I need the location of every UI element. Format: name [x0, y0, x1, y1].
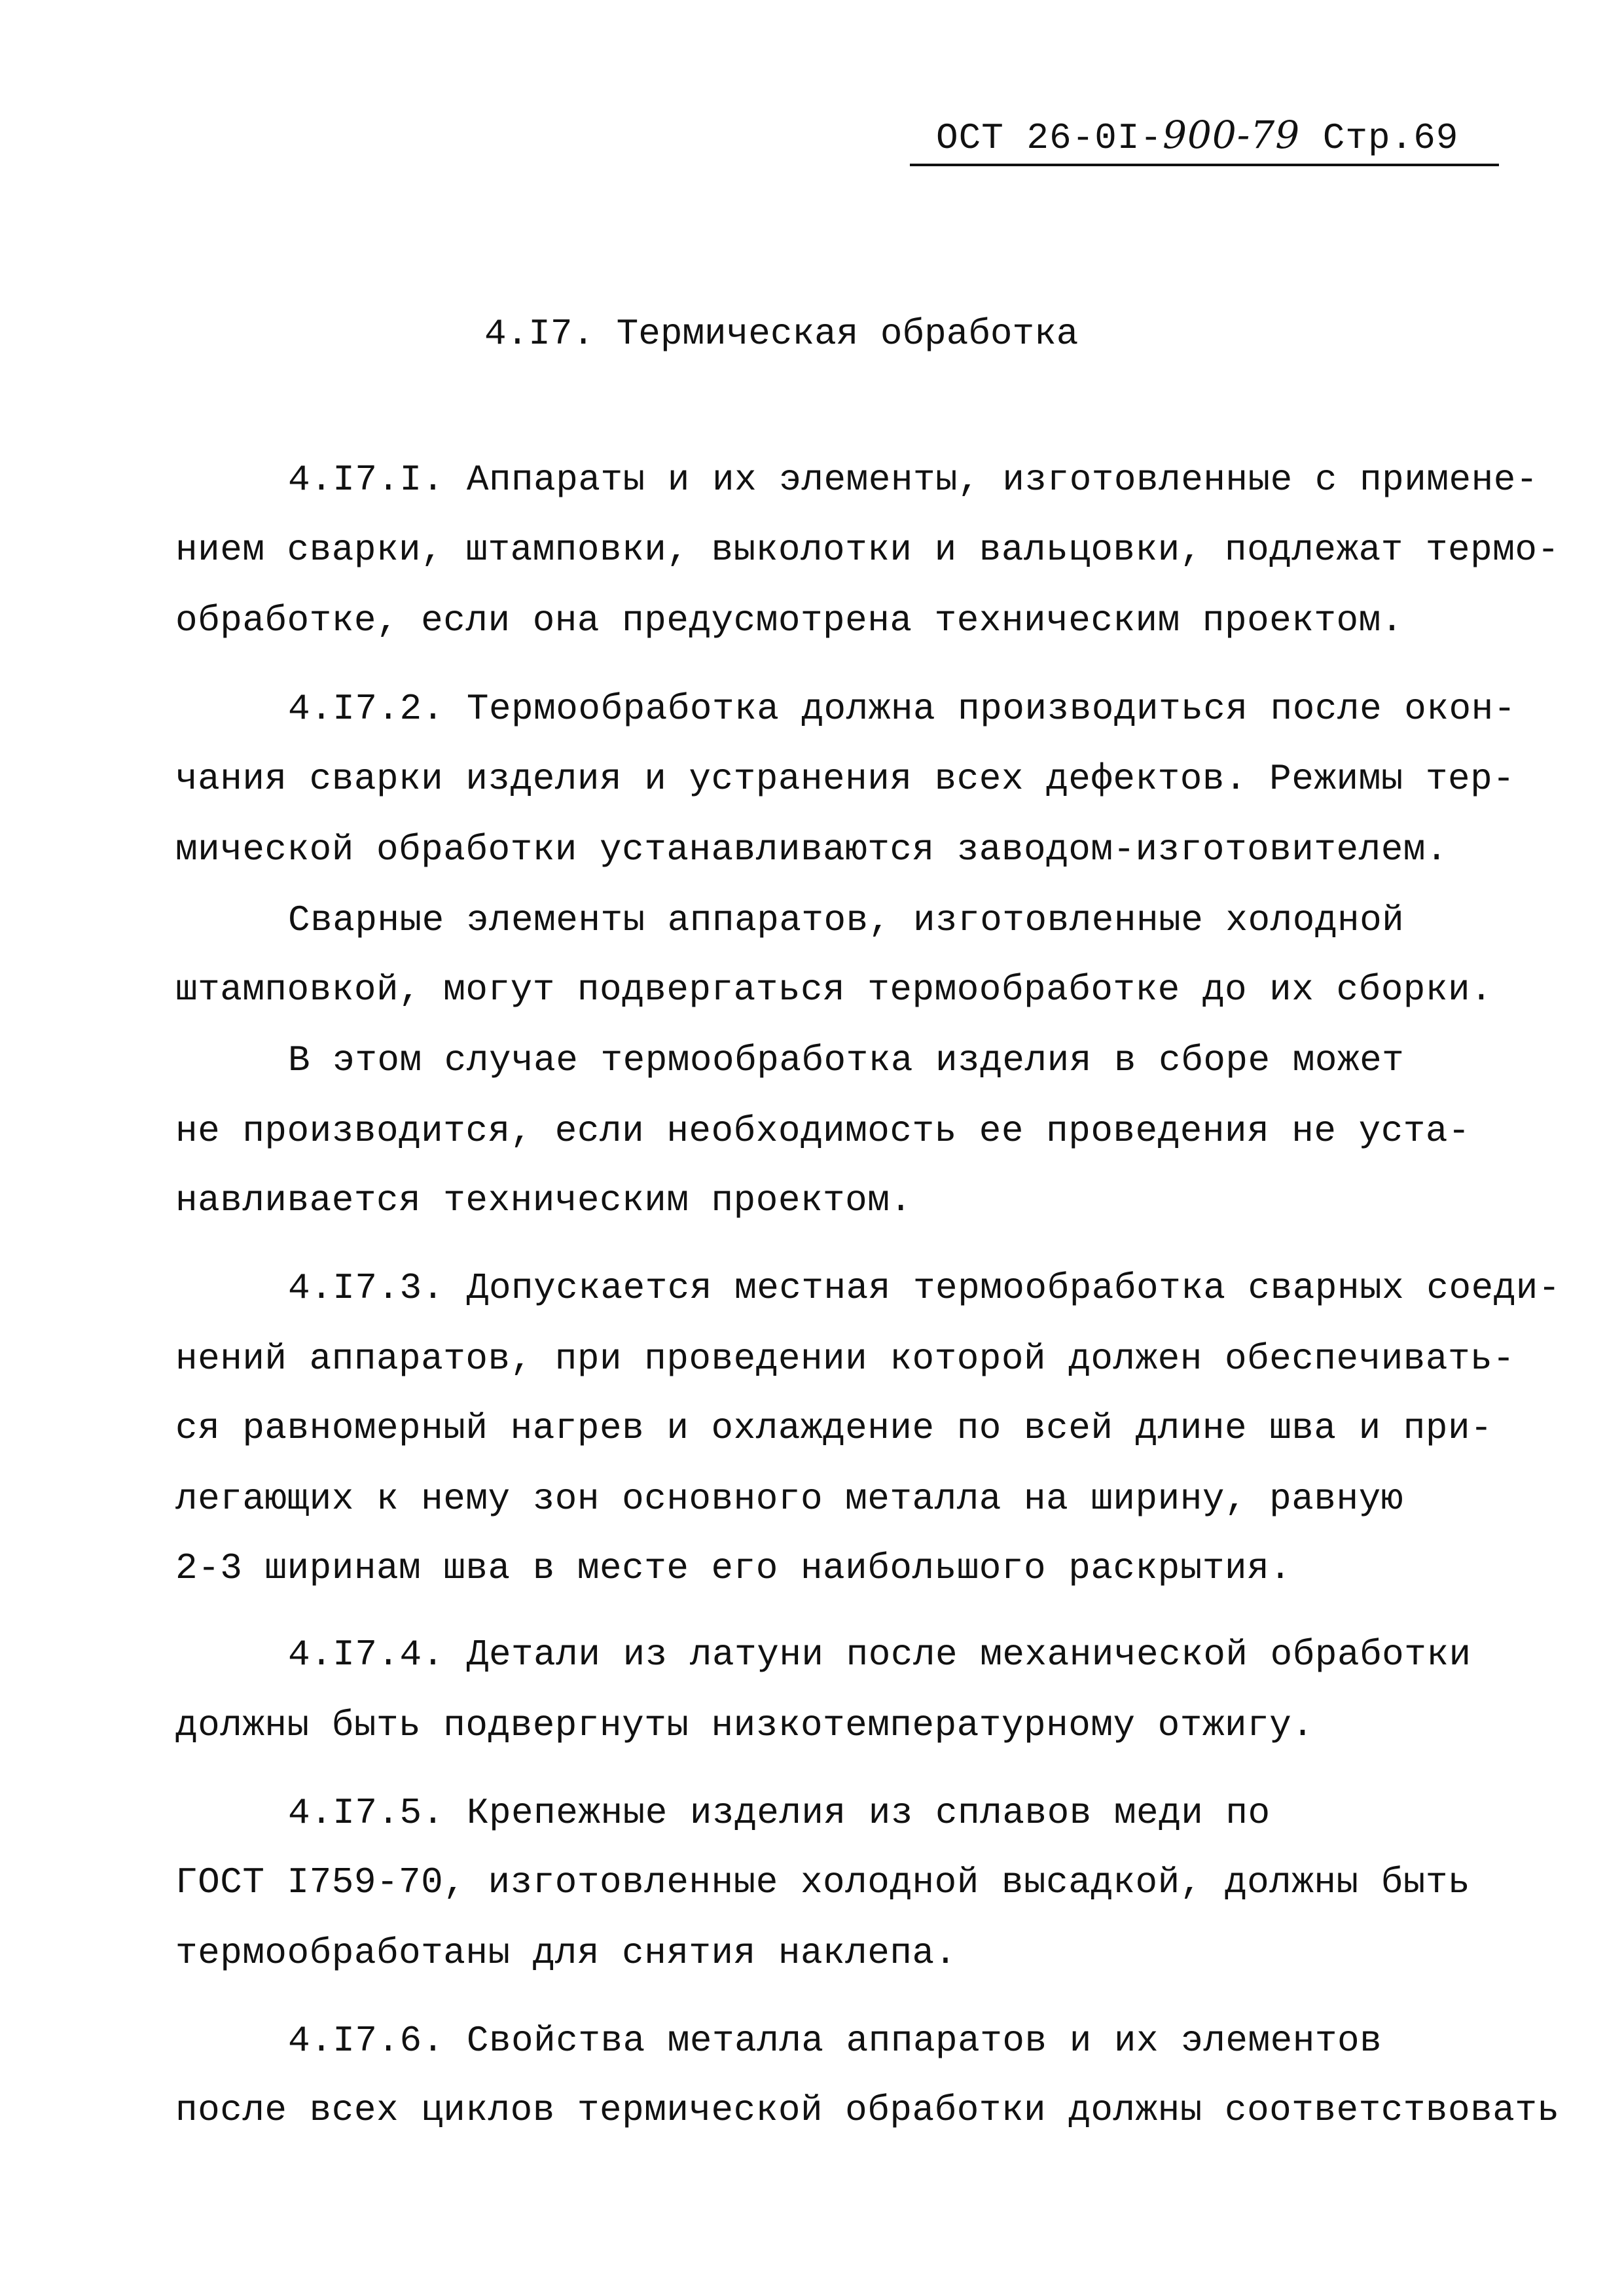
standard-prefix: ОСТ 26-0I- [936, 117, 1163, 159]
paragraph-line: навливается техническим проектом. [175, 1179, 912, 1221]
paragraph-line: В этом случае термообработка изделия в сборе может [288, 1039, 1405, 1081]
document-designation [936, 113, 1458, 159]
header-underline [910, 164, 1499, 166]
paragraph-line: Сварные элементы аппаратов, изготовленные холодной [288, 899, 1405, 941]
paragraph-line: мической обработки устанавливаются заводом-изготовителем. [175, 829, 1449, 870]
page-header [910, 103, 1499, 162]
section-title: 4.I7. Термическая обработка [484, 313, 1079, 355]
paragraph-line: 4.I7.4. Детали из латуни после механической обработки [288, 1634, 1471, 1676]
paragraph-line: ГОСТ I759-70, изготовленные холодной высадкой, должны быть [175, 1861, 1471, 1903]
paragraph-line: ся равномерный нагрев и охлаждение по всей длине шва и при- [175, 1407, 1493, 1449]
page-number: 69 [1413, 117, 1459, 159]
page-label: Стр. [1322, 117, 1414, 159]
paragraph-line: чания сварки изделия и устранения всех дефектов. Режимы тер- [175, 758, 1515, 800]
paragraph-line: нием сварки, штамповки, выколотки и вальцовки, подлежат термо- [175, 529, 1560, 571]
paragraph-line: термообработаны для снятия наклепа. [175, 1932, 957, 1974]
paragraph-line: 4.I7.5. Крепежные изделия из сплавов меди по [288, 1792, 1271, 1834]
paragraph-line: обработке, если она предусмотрена техническим проектом. [175, 600, 1403, 641]
paragraph-line: легающих к нему зон основного металла на ширину, равную [175, 1478, 1403, 1520]
paragraph-line: 4.I7.6. Свойства металла аппаратов и их элементов [288, 2020, 1382, 2062]
paragraph-line: штамповкой, могут подвергаться термообработке до их сборки. [175, 969, 1493, 1011]
paragraph-line: 4.I7.3. Допускается местная термообработка сварных соеди- [288, 1267, 1561, 1309]
paragraph-line: 4.I7.2. Термообработка должна производиться после окон- [288, 688, 1516, 730]
paragraph-line: должны быть подвергнуты низкотемпературному отжигу. [175, 1704, 1314, 1746]
paragraph-line: после всех циклов термической обработки должны соответствовать [175, 2089, 1560, 2131]
paragraph-line: не производится, если необходимость ее проведения не уста- [175, 1110, 1471, 1152]
standard-number: 900-79 [1163, 113, 1301, 157]
paragraph-line: нений аппаратов, при проведении которой должен обеспечивать- [175, 1338, 1515, 1380]
paragraph-line: 4.I7.I. Аппараты и их элементы, изготовленные с примене- [288, 459, 1538, 501]
paragraph-line: 2-3 ширинам шва в месте его наибольшого раскрытия. [175, 1547, 1292, 1589]
